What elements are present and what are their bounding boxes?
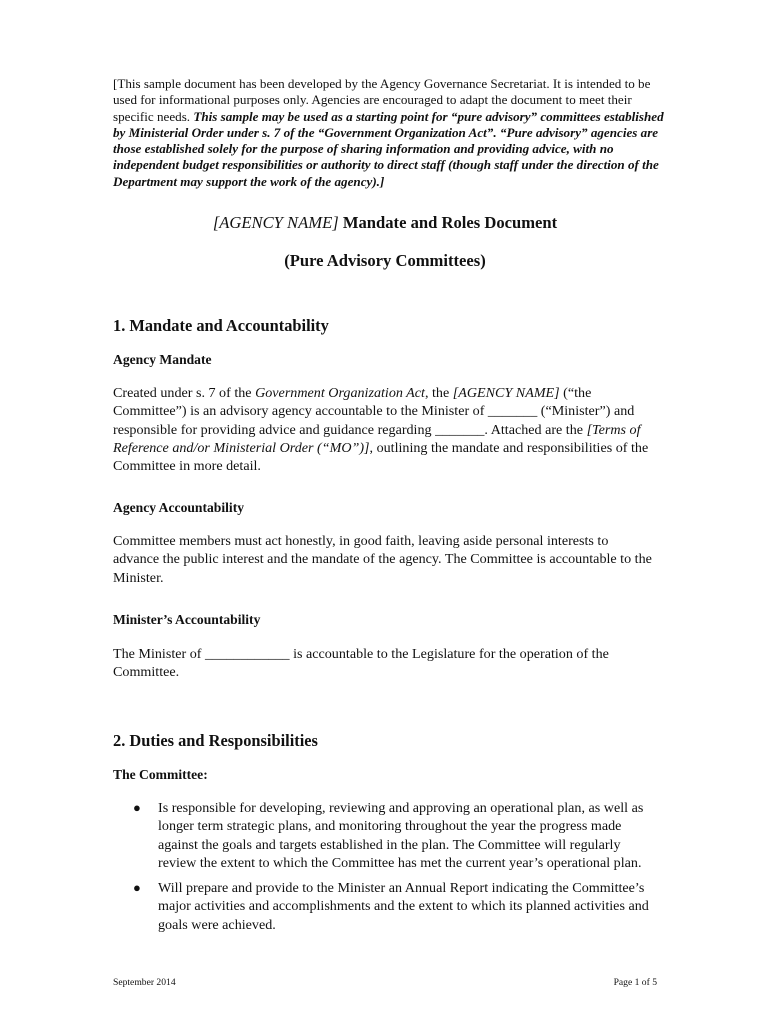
- list-item: [113, 799, 653, 872]
- document-title: [0, 213, 770, 233]
- bullet-icon: ●: [133, 880, 141, 896]
- list-item: [113, 879, 653, 934]
- mandate-reference: [Terms of Reference and/or Ministerial Order (“MO”)]: [113, 421, 641, 456]
- responsibilities-list: [113, 799, 653, 934]
- mandate-agency-placeholder: [AGENCY NAME]: [452, 385, 560, 401]
- document-subtitle: (Pure Advisory Committees): [284, 251, 486, 270]
- bullet-icon: ●: [133, 800, 141, 815]
- footer-page-number: Page 1 of 5: [613, 977, 657, 988]
- agency-accountability-heading: Agency Accountability: [113, 500, 245, 515]
- section-2-heading: 2. Duties and Responsibilities: [113, 731, 318, 750]
- mandate-text-4: , outlining the mandate and responsibilities of the Committee in more detail.: [113, 439, 649, 475]
- section-1-heading: 1. Mandate and Accountability: [113, 316, 329, 335]
- title-rest: Mandate and Roles Document: [338, 213, 558, 232]
- mandate-text-2: , the: [424, 385, 453, 401]
- agency-mandate-paragraph: [113, 384, 653, 475]
- agency-mandate-heading: Agency Mandate: [113, 352, 212, 367]
- intro-emphasis-text: This sample may be used as a starting point for “pure advisory” committees established by Ministerial Order under s. 7 of the “Government Organization Act”. “Pure advisory” agencies are those established solely for the purpose of sharing information and providing advice, with no independent budget responsibilities or authority to direct staff (though staff under the direction of the Department may support the work of the agency).]: [113, 108, 664, 189]
- mandate-text-1: Created under s. 7 of the: [113, 385, 256, 401]
- minister-accountability-paragraph: The Minister of ____________ is accountable to the Legislature for the operation of the Committee.: [113, 646, 609, 681]
- intro-plain-text: [This sample document has been developed by the Agency Governance Secretariat. It is intended to be used for informational purposes only. Agencies are encouraged to adapt the document to meet their specific needs.: [113, 76, 651, 124]
- mandate-text-3: (“the Committee”) is an advisory agency accountable to the Minister of _______ (“Minister”) and responsible for providing advice and guidance regarding _______. Attached are the: [113, 385, 635, 438]
- committee-heading: The Committee:: [113, 767, 208, 782]
- title-agency-placeholder: [AGENCY NAME]: [212, 213, 339, 232]
- agency-accountability-paragraph: Committee members must act honestly, in good faith, leaving aside personal interests to advance the public interest and the mandate of the agency. The Committee is accountable to the Minister.: [113, 533, 652, 586]
- minister-accountability-heading: Minister’s Accountability: [113, 612, 261, 627]
- list-item-text: Is responsible for developing, reviewing and approving an operational plan, as well as longer term strategic plans, and monitoring throughout the year the progress made against the goals and targets established in the plan. The Committee will regularly review the extent to which the Committee has met the current year’s operational plan.: [158, 800, 644, 871]
- list-item-text: Will prepare and provide to the Minister an Annual Report indicating the Committee’s major activities and accomplishments and the extent to which its planned activities and goals were achieved.: [158, 880, 649, 933]
- intro-note: [113, 76, 665, 190]
- footer-date: September 2014: [113, 977, 176, 988]
- mandate-act-name: Government Organization Act: [255, 385, 425, 401]
